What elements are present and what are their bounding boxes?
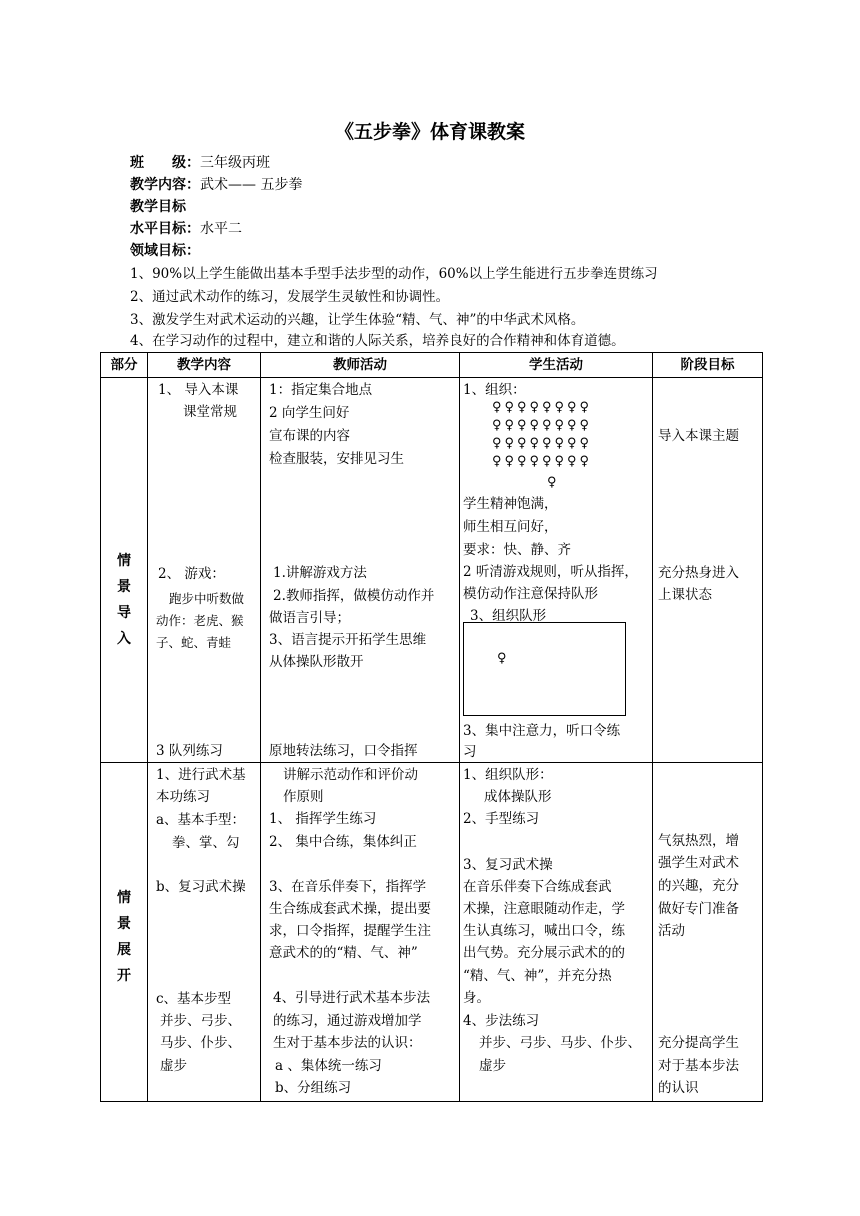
page-title: 《五步拳》体育课教案 — [334, 121, 525, 143]
header-teacher: 教师活动 — [261, 353, 460, 378]
content-line — [130, 174, 302, 196]
header-student: 学生活动 — [460, 353, 653, 378]
section-develop-content: 1、进行武术基 本功练习 a、基本手型： 拳、掌、勾 b、复习武术操 c、基本步型 并步、弓步、 马步、仆步、 虚步 — [148, 763, 261, 1102]
header-part: 部分 — [101, 353, 148, 378]
section-develop-part: 情 景 展 开 — [101, 763, 148, 1102]
objective-heading: 教学目标 — [130, 199, 186, 215]
section-intro-student: 1、组织： ♀♀♀♀♀♀♀♀ ♀♀♀♀♀♀♀♀ ♀♀♀♀♀♀♀♀ ♀♀♀♀♀♀♀♀ ♀ 学生精神饱满， 师生相互问好， 要求：快、静、齐 2 听清游戏规则，听从指挥， 模仿动作注意保持队形 3、组织队形 ♀ 3、集中注意力，听口令练 习 — [460, 378, 653, 763]
content-label: 教学内容： — [130, 177, 200, 193]
level-label: 水平目标： — [130, 221, 200, 237]
section-intro-goal: 导入本课主题 充分热身进入 上课状态 — [653, 378, 763, 763]
section-develop-goal: 气氛热烈，增 强学生对武术 的兴趣，充分 做好专门准备 活动 充分提高学生 对于基本步法 的认识 — [653, 763, 763, 1102]
class-line — [130, 152, 270, 174]
section-intro-part: 情 景 导 入 — [101, 378, 148, 763]
header-goal: 阶段目标 — [653, 353, 763, 378]
class-value: 三年级丙班 — [200, 155, 270, 171]
header-content: 教学内容 — [148, 353, 261, 378]
table-row-section-develop — [101, 763, 763, 1102]
class-label: 班 级： — [130, 155, 200, 171]
section-intro-content: 1、 导入本课 课堂常规 2、 游戏： 跑步中听数做 动作：老虎、猴 子、蛇、青蛙 3 队列练习 — [148, 378, 261, 763]
goal-item: 1、90%以上学生能做出基本手型手法步型的动作，60%以上学生能进行五步拳连贯练习 — [130, 266, 658, 282]
goal-item: 3、激发学生对武术运动的兴趣，让学生体验“精、气、神”的中华武术风格。 — [130, 312, 585, 328]
level-line — [130, 218, 242, 240]
table-row-section-intro — [101, 378, 763, 763]
table-header-row — [101, 353, 763, 378]
lesson-plan-table — [100, 352, 763, 1102]
section-develop-student: 1、组织队形： 成体操队形 2、手型练习 3、复习武术操 在音乐伴奏下合练成套武 术操，注意眼随动作走，学 生认真练习，喊出口令，练 出气势。充分展示武术的的 “精、气、神”，并充分热 身。 4、步法练习 并步、弓步、马步、仆步、 虚步 — [460, 763, 653, 1102]
student-position-icon: ♀ — [497, 651, 510, 666]
goal-item: 4、在学习动作的过程中，建立和谐的人际关系，培养良好的合作精神和体育道德。 — [130, 333, 625, 349]
level-value: 水平二 — [200, 221, 242, 237]
formation-diagram: ♀♀♀♀♀♀♀♀ ♀♀♀♀♀♀♀♀ ♀♀♀♀♀♀♀♀ ♀♀♀♀♀♀♀♀ — [492, 400, 593, 469]
teacher-position-icon: ♀ — [547, 475, 560, 490]
section-intro-teacher: 1：指定集合地点 2 向学生问好 宣布课的内容 检查服装，安排见习生 1.讲解游戏方法 2.教师指挥，做模仿动作并 做语言引导； 3、语言提示开拓学生思维 从体操队形散开 原地转法练习，口令指挥 — [261, 378, 460, 763]
content-value: 武术—— 五步拳 — [200, 177, 303, 193]
section-develop-teacher: 讲解示范动作和评价动 作原则 1、 指挥学生练习 2、 集中合练，集体纠正 3、在音乐伴奏下，指挥学 生合练成套武术操，提出要 求，口令指挥，提醒学生注 意武术的的“精、气、神” 4、引导进行武术基本步法 的练习，通过游戏增加学 生对于基本步法的认识： a 、集体统一练习 b、分组练习 — [261, 763, 460, 1102]
goal-item: 2、通过武术动作的练习，发展学生灵敏性和协调性。 — [130, 289, 450, 305]
domain-heading: 领域目标： — [130, 243, 200, 259]
formation-box — [463, 622, 626, 716]
